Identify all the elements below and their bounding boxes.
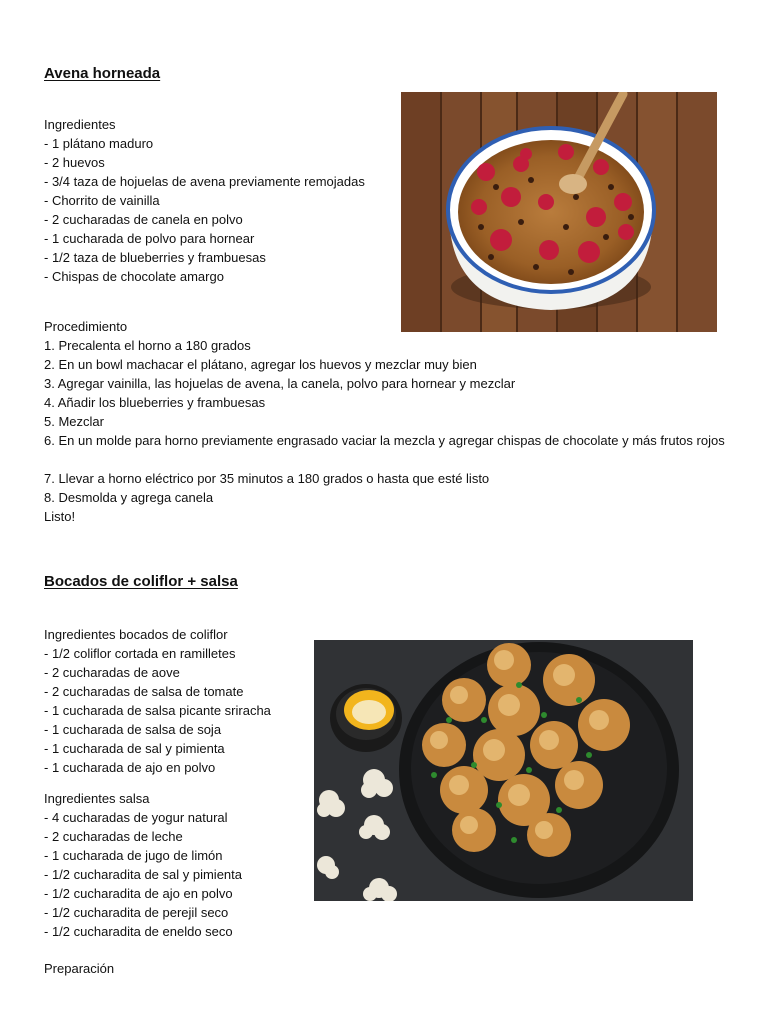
list-item: - 2 huevos <box>44 155 105 170</box>
step-item: 1. Precalenta el horno a 180 grados <box>44 338 251 353</box>
recipe-title-avena: Avena horneada <box>44 65 161 82</box>
list-item: - 1 cucharada de ajo en polvo <box>44 760 216 775</box>
list-item: - 1/2 cucharadita de eneldo seco <box>44 924 233 939</box>
list-item: - 2 cucharadas de aove <box>44 665 180 680</box>
procedure-heading: Procedimiento <box>44 319 128 334</box>
sauce-heading: Ingredientes salsa <box>44 791 150 806</box>
coliflor-sauce <box>44 789 242 941</box>
list-item: - 1 cucharada de polvo para hornear <box>44 231 255 246</box>
list-item: - Chispas de chocolate amargo <box>44 269 224 284</box>
list-item: - 2 cucharadas de leche <box>44 829 183 844</box>
step-item: 6. En un molde para horno previamente engrasado vaciar la mezcla y agregar chispas de chocolate y más frutos rojos <box>44 433 725 448</box>
list-item: - 1/2 cucharadita de perejil seco <box>44 905 229 920</box>
step-item: 3. Agregar vainilla, las hojuelas de avena, la canela, polvo para hornear y mezclar <box>44 376 516 391</box>
list-item: - 1 cucharada de salsa de soja <box>44 722 222 737</box>
list-item: - 1/2 coliflor cortada en ramilletes <box>44 646 236 661</box>
coliflor-preparation <box>44 959 114 978</box>
list-item: - 1/2 taza de blueberries y frambuesas <box>44 250 266 265</box>
list-item: - 1 cucharada de jugo de limón <box>44 848 223 863</box>
step-item: 8. Desmolda y agrega canela <box>44 490 214 505</box>
list-item: - 1/2 cucharadita de ajo en polvo <box>44 886 233 901</box>
list-item: - 1 plátano maduro <box>44 136 154 151</box>
step-item: 5. Mezclar <box>44 414 104 429</box>
baked-oatmeal-photo <box>401 92 717 332</box>
list-item: - 1 cucharada de salsa picante sriracha <box>44 703 271 718</box>
closing-text: Listo! <box>44 509 76 524</box>
step-item: 7. Llevar a horno eléctrico por 35 minutos a 180 grados o hasta que esté listo <box>44 471 490 486</box>
list-item: - 3/4 taza de hojuelas de avena previamente remojadas <box>44 174 365 189</box>
list-item: - 1 cucharada de sal y pimienta <box>44 741 225 756</box>
list-item: - 2 cucharadas de canela en polvo <box>44 212 243 227</box>
avena-procedure <box>44 317 734 526</box>
coliflor-ingredients <box>44 625 271 777</box>
list-item: - Chorrito de vainilla <box>44 193 160 208</box>
recipe-title-coliflor: Bocados de coliflor + salsa <box>44 573 238 590</box>
list-item: - 2 cucharadas de salsa de tomate <box>44 684 244 699</box>
ingredients-heading: Ingredientes <box>44 117 116 132</box>
list-item: - 1/2 cucharadita de sal y pimienta <box>44 867 242 882</box>
ingredients-heading: Ingredientes bocados de coliflor <box>44 627 228 642</box>
preparation-heading: Preparación <box>44 961 115 976</box>
avena-ingredients <box>44 115 365 286</box>
step-item: 2. En un bowl machacar el plátano, agregar los huevos y mezclar muy bien <box>44 357 477 372</box>
cauliflower-bites-photo <box>314 640 693 901</box>
list-item: - 4 cucharadas de yogur natural <box>44 810 228 825</box>
step-item: 4. Añadir los blueberries y frambuesas <box>44 395 266 410</box>
